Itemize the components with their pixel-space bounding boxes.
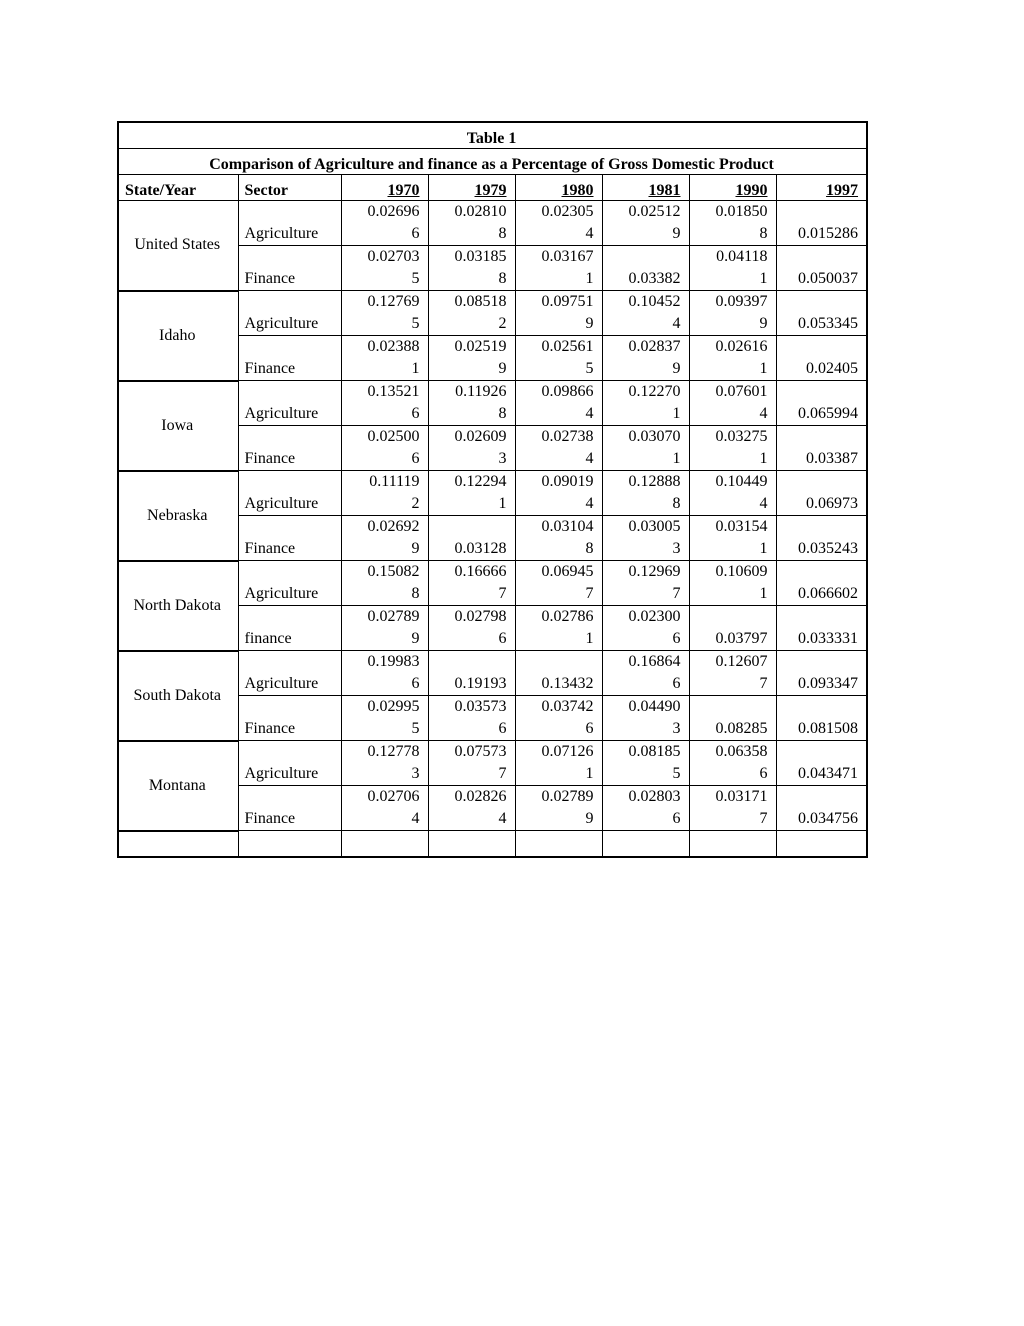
value-cell: 0.12888 8 xyxy=(602,471,689,516)
table-row xyxy=(118,201,867,246)
value-cell: 0.02703 5 xyxy=(341,246,428,291)
value-cell: 0.12769 5 xyxy=(341,291,428,336)
value-cell: 0.08185 5 xyxy=(602,741,689,786)
sector-cell: Agriculture xyxy=(238,381,341,426)
value-cell: 0.08518 2 xyxy=(428,291,515,336)
state-cell: Nebraska xyxy=(118,471,238,561)
empty-cell xyxy=(238,831,341,857)
value-cell: 0.19193 xyxy=(428,651,515,696)
header-year-1990: 1990 xyxy=(689,175,776,201)
value-cell: 0.081508 xyxy=(776,696,867,741)
value-cell: 0.07601 4 xyxy=(689,381,776,426)
table-subtitle: Comparison of Agriculture and finance as a Percentage of Gross Domestic Product xyxy=(118,149,867,175)
empty-cell xyxy=(776,831,867,857)
value-cell: 0.02300 6 xyxy=(602,606,689,651)
table-body xyxy=(118,201,867,857)
sector-cell: Finance xyxy=(238,246,341,291)
sector-cell: Agriculture xyxy=(238,651,341,696)
value-cell: 0.04490 3 xyxy=(602,696,689,741)
value-cell: 0.033331 xyxy=(776,606,867,651)
value-cell: 0.02706 4 xyxy=(341,786,428,831)
value-cell: 0.08285 xyxy=(689,696,776,741)
header-year-1970: 1970 xyxy=(341,175,428,201)
sector-cell: Finance xyxy=(238,696,341,741)
value-cell: 0.12607 7 xyxy=(689,651,776,696)
table-row xyxy=(118,291,867,336)
value-cell: 0.07573 7 xyxy=(428,741,515,786)
table-row xyxy=(118,651,867,696)
value-cell: 0.03382 xyxy=(602,246,689,291)
value-cell: 0.15082 8 xyxy=(341,561,428,606)
header-year-1997: 1997 xyxy=(776,175,867,201)
value-cell: 0.16666 7 xyxy=(428,561,515,606)
value-cell: 0.02500 6 xyxy=(341,426,428,471)
value-cell: 0.04118 1 xyxy=(689,246,776,291)
value-cell: 0.13432 xyxy=(515,651,602,696)
empty-cell xyxy=(689,831,776,857)
value-cell: 0.03104 8 xyxy=(515,516,602,561)
sector-cell: Agriculture xyxy=(238,561,341,606)
value-cell: 0.050037 xyxy=(776,246,867,291)
state-cell: Idaho xyxy=(118,291,238,381)
header-year-1979: 1979 xyxy=(428,175,515,201)
value-cell: 0.16864 6 xyxy=(602,651,689,696)
value-cell: 0.10452 4 xyxy=(602,291,689,336)
sector-cell: Finance xyxy=(238,786,341,831)
sector-cell: Agriculture xyxy=(238,471,341,516)
value-cell: 0.03171 7 xyxy=(689,786,776,831)
value-cell: 0.09019 4 xyxy=(515,471,602,516)
value-cell: 0.02305 4 xyxy=(515,201,602,246)
value-cell: 0.02798 6 xyxy=(428,606,515,651)
value-cell: 0.02826 4 xyxy=(428,786,515,831)
value-cell: 0.06973 xyxy=(776,471,867,516)
empty-cell xyxy=(428,831,515,857)
value-cell: 0.02692 9 xyxy=(341,516,428,561)
value-cell: 0.03167 1 xyxy=(515,246,602,291)
value-cell: 0.02561 5 xyxy=(515,336,602,381)
value-cell: 0.03005 3 xyxy=(602,516,689,561)
value-cell: 0.053345 xyxy=(776,291,867,336)
value-cell: 0.02609 3 xyxy=(428,426,515,471)
header-state-year: State/Year xyxy=(118,175,238,201)
header-sector: Sector xyxy=(238,175,341,201)
state-cell: Iowa xyxy=(118,381,238,471)
value-cell: 0.03154 1 xyxy=(689,516,776,561)
gdp-comparison-table xyxy=(117,121,868,858)
value-cell: 0.11926 8 xyxy=(428,381,515,426)
table-title: Table 1 xyxy=(118,122,867,149)
value-cell: 0.06945 7 xyxy=(515,561,602,606)
value-cell: 0.19983 6 xyxy=(341,651,428,696)
value-cell: 0.13521 6 xyxy=(341,381,428,426)
value-cell: 0.02696 6 xyxy=(341,201,428,246)
value-cell: 0.093347 xyxy=(776,651,867,696)
state-cell: United States xyxy=(118,201,238,291)
value-cell: 0.02388 1 xyxy=(341,336,428,381)
value-cell: 0.03185 8 xyxy=(428,246,515,291)
value-cell: 0.10449 4 xyxy=(689,471,776,516)
value-cell: 0.02995 5 xyxy=(341,696,428,741)
value-cell: 0.01850 8 xyxy=(689,201,776,246)
empty-cell xyxy=(341,831,428,857)
table-row-empty xyxy=(118,831,867,857)
state-cell: North Dakota xyxy=(118,561,238,651)
sector-cell: Finance xyxy=(238,426,341,471)
table-row xyxy=(118,561,867,606)
value-cell: 0.03128 xyxy=(428,516,515,561)
value-cell: 0.07126 1 xyxy=(515,741,602,786)
state-cell: Montana xyxy=(118,741,238,831)
value-cell: 0.09866 4 xyxy=(515,381,602,426)
value-cell: 0.02738 4 xyxy=(515,426,602,471)
value-cell: 0.02786 1 xyxy=(515,606,602,651)
value-cell: 0.10609 1 xyxy=(689,561,776,606)
value-cell: 0.03742 6 xyxy=(515,696,602,741)
value-cell: 0.02519 9 xyxy=(428,336,515,381)
value-cell: 0.02803 6 xyxy=(602,786,689,831)
value-cell: 0.02512 9 xyxy=(602,201,689,246)
value-cell: 0.06358 6 xyxy=(689,741,776,786)
table-row xyxy=(118,381,867,426)
value-cell: 0.12294 1 xyxy=(428,471,515,516)
value-cell: 0.065994 xyxy=(776,381,867,426)
value-cell: 0.02789 9 xyxy=(515,786,602,831)
empty-cell xyxy=(602,831,689,857)
value-cell: 0.12778 3 xyxy=(341,741,428,786)
table-row xyxy=(118,471,867,516)
value-cell: 0.02837 9 xyxy=(602,336,689,381)
value-cell: 0.035243 xyxy=(776,516,867,561)
value-cell: 0.03797 xyxy=(689,606,776,651)
sector-cell: Agriculture xyxy=(238,201,341,246)
value-cell: 0.02789 9 xyxy=(341,606,428,651)
table-row xyxy=(118,741,867,786)
sector-cell: Finance xyxy=(238,336,341,381)
value-cell: 0.034756 xyxy=(776,786,867,831)
value-cell: 0.03275 1 xyxy=(689,426,776,471)
value-cell: 0.02405 xyxy=(776,336,867,381)
sector-cell: Agriculture xyxy=(238,291,341,336)
value-cell: 0.02810 8 xyxy=(428,201,515,246)
value-cell: 0.02616 1 xyxy=(689,336,776,381)
value-cell: 0.03387 xyxy=(776,426,867,471)
sector-cell: finance xyxy=(238,606,341,651)
sector-cell: Agriculture xyxy=(238,741,341,786)
header-year-1981: 1981 xyxy=(602,175,689,201)
value-cell: 0.12270 1 xyxy=(602,381,689,426)
empty-cell xyxy=(118,831,238,857)
sector-cell: Finance xyxy=(238,516,341,561)
state-cell: South Dakota xyxy=(118,651,238,741)
value-cell: 0.03070 1 xyxy=(602,426,689,471)
value-cell: 0.03573 6 xyxy=(428,696,515,741)
value-cell: 0.066602 xyxy=(776,561,867,606)
value-cell: 0.043471 xyxy=(776,741,867,786)
empty-cell xyxy=(515,831,602,857)
value-cell: 0.09397 9 xyxy=(689,291,776,336)
value-cell: 0.12969 7 xyxy=(602,561,689,606)
value-cell: 0.11119 2 xyxy=(341,471,428,516)
value-cell: 0.015286 xyxy=(776,201,867,246)
value-cell: 0.09751 9 xyxy=(515,291,602,336)
header-year-1980: 1980 xyxy=(515,175,602,201)
